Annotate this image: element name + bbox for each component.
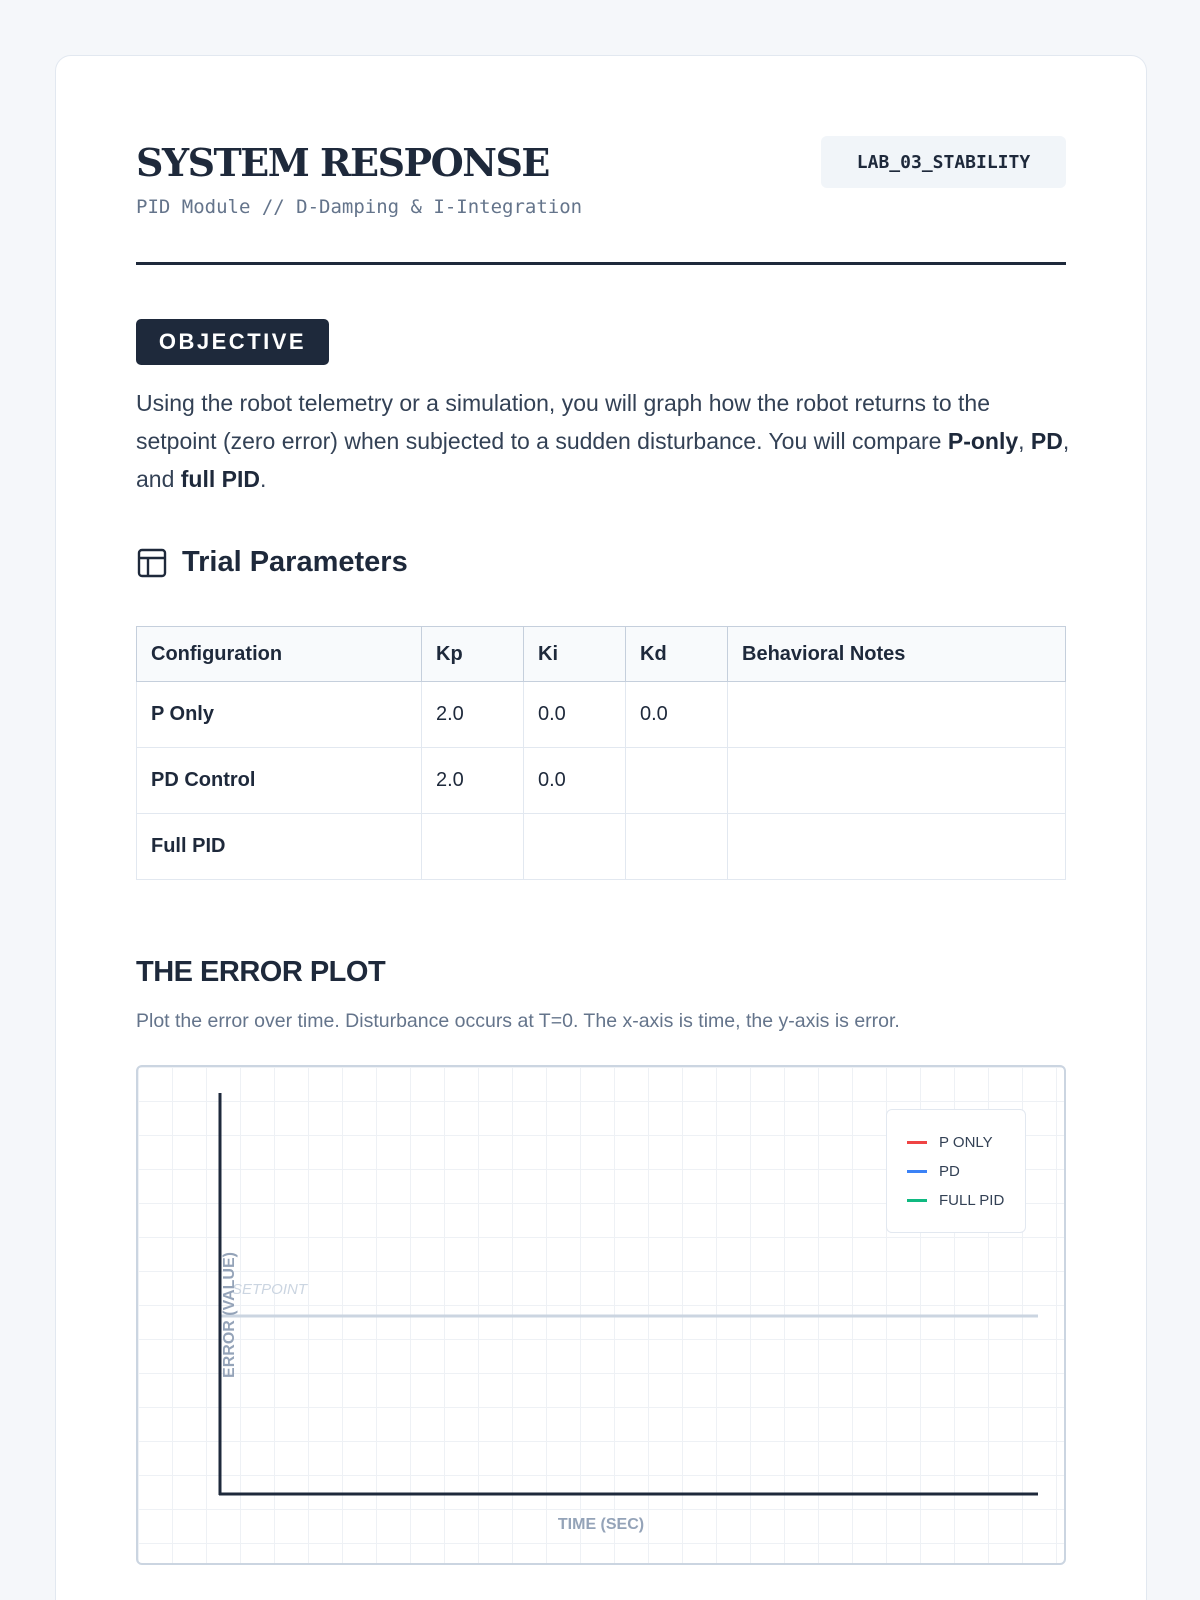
page-subtitle: PID Module // D-Damping & I-Integration	[136, 196, 583, 218]
cell-kd[interactable]	[626, 814, 728, 880]
table-header-row	[137, 627, 1066, 682]
chart-legend	[886, 1109, 1026, 1233]
trial-parameters-title: Trial Parameters	[182, 546, 408, 578]
worksheet-card	[55, 55, 1147, 1600]
cell-kp[interactable]: 2.0	[422, 682, 524, 748]
page-title: SYSTEM RESPONSE	[136, 140, 549, 185]
column-header-kd: Kd	[626, 627, 728, 682]
legend-swatch	[907, 1141, 927, 1144]
legend-label: P ONLY	[939, 1134, 993, 1151]
cell-kp[interactable]	[422, 814, 524, 880]
objective-separator: ,	[1018, 428, 1031, 454]
setpoint-label: SETPOINT	[232, 1281, 308, 1298]
table-icon	[136, 547, 168, 579]
y-axis-label: ERROR (VALUE)	[221, 1252, 238, 1378]
table-row	[137, 682, 1066, 748]
legend-swatch	[907, 1199, 927, 1202]
cell-configuration: P Only	[137, 682, 422, 748]
cell-configuration: Full PID	[137, 814, 422, 880]
legend-swatch	[907, 1170, 927, 1173]
table-row	[137, 748, 1066, 814]
legend-label: PD	[939, 1163, 960, 1180]
column-header-notes: Behavioral Notes	[728, 627, 1066, 682]
objective-separator: , and	[136, 428, 1070, 492]
error-plot-description: Plot the error over time. Disturbance occurs at T=0. The x-axis is time, the y-axis is error.	[136, 1010, 900, 1032]
column-header-kp: Kp	[422, 627, 524, 682]
error-plot-area[interactable]	[136, 1065, 1066, 1565]
lab-badge: LAB_03_STABILITY	[821, 136, 1066, 188]
cell-ki[interactable]	[524, 814, 626, 880]
table-row	[137, 814, 1066, 880]
objective-emphasis-p-only: P-only	[947, 428, 1019, 454]
cell-ki[interactable]: 0.0	[524, 748, 626, 814]
cell-kd[interactable]	[626, 748, 728, 814]
cell-ki[interactable]: 0.0	[524, 682, 626, 748]
cell-configuration: PD Control	[137, 748, 422, 814]
objective-end: .	[260, 466, 267, 492]
trial-parameters-heading	[136, 546, 408, 579]
legend-label: FULL PID	[939, 1192, 1005, 1209]
column-header-configuration: Configuration	[137, 627, 422, 682]
cell-kp[interactable]: 2.0	[422, 748, 524, 814]
objective-label: OBJECTIVE	[136, 319, 329, 365]
column-header-ki: Ki	[524, 627, 626, 682]
objective-text	[136, 384, 1071, 498]
legend-item-p-only	[907, 1128, 1025, 1157]
objective-emphasis-pd: PD	[1030, 428, 1063, 454]
legend-item-full-pid	[907, 1186, 1025, 1215]
cell-notes[interactable]	[728, 814, 1066, 880]
error-plot-title: THE ERROR PLOT	[136, 956, 386, 988]
objective-text-part: Using the robot telemetry or a simulation, you will graph how the robot returns to the setpoint (zero error) when subjected to a sudden disturbance. You will compare	[136, 390, 990, 454]
x-axis-label: TIME (SEC)	[557, 1516, 645, 1533]
cell-notes[interactable]	[728, 682, 1066, 748]
legend-item-pd	[907, 1157, 1025, 1186]
objective-emphasis-full-pid: full PID	[180, 466, 260, 492]
trial-parameters-table	[136, 626, 1066, 880]
header-divider	[136, 262, 1066, 265]
cell-kd[interactable]: 0.0	[626, 682, 728, 748]
cell-notes[interactable]	[728, 748, 1066, 814]
